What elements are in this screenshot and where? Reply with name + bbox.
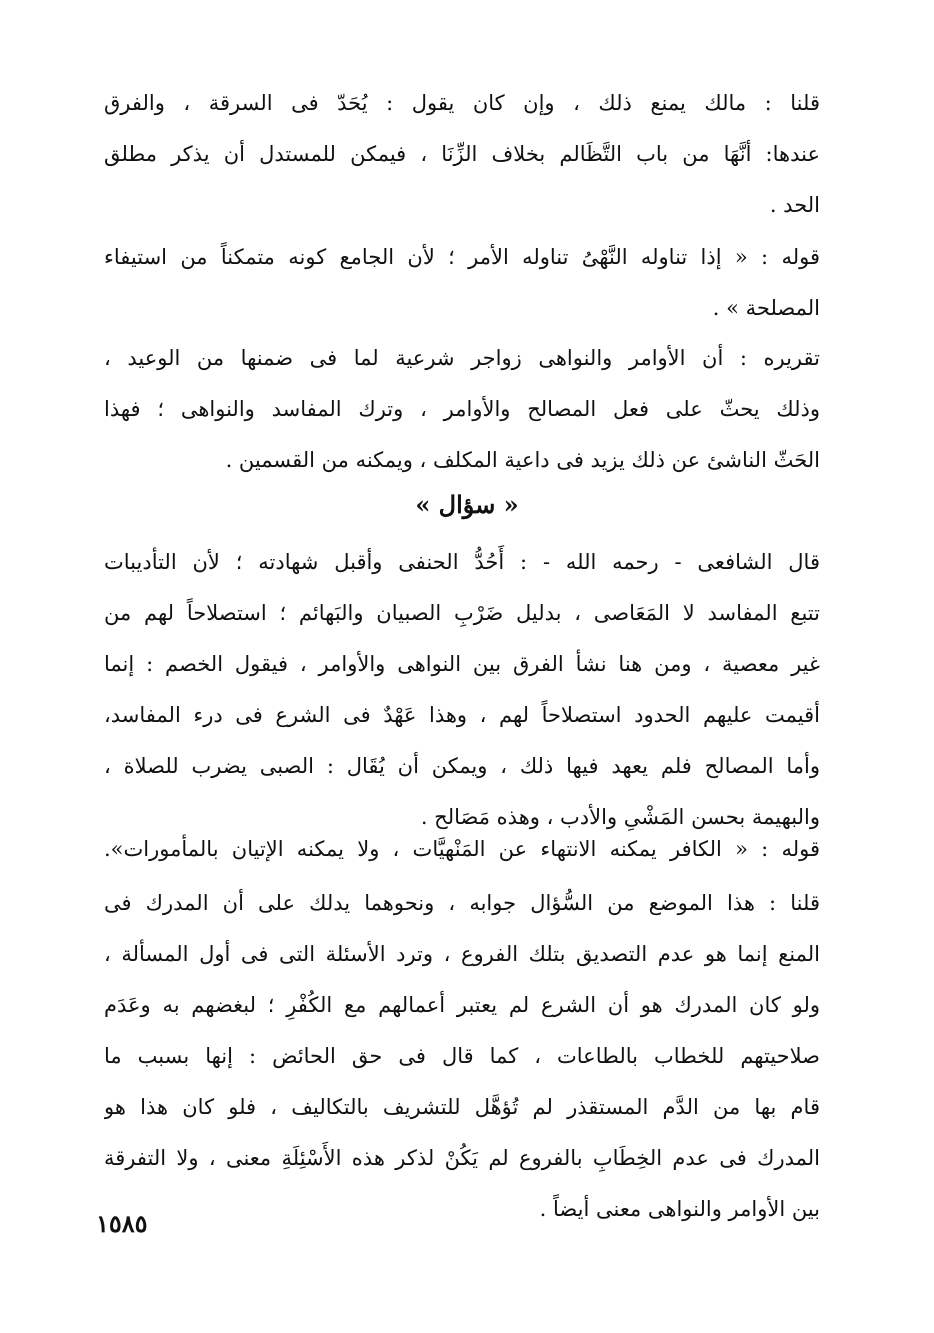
text-line: أقيمت عليهم الحدود استصلاحاً لهم ، وهذا عَهْدٌ فى الشرع فى درء المفاسد،	[104, 703, 820, 727]
paragraph-4	[104, 537, 820, 843]
text-line: قوله : « إذا تناوله النَّهْىُ تناوله الأمر ؛ لأن الجامع كونه متمكناً من استيفاء	[104, 245, 820, 269]
text-line: قوله : « الكافر يمكنه الانتهاء عن المَنْهيَّات ، ولا يمكنه الإتيان بالمأمورات».	[104, 837, 820, 861]
text-line: قال الشافعى - رحمه الله - : أَحُدُّ الحنفى وأقبل شهادته ؛ لأن التأديبات	[104, 550, 820, 574]
text-line: المنع إنما هو عدم التصديق بتلك الفروع ، وترد الأسئلة التى فى أول المسألة ،	[104, 942, 820, 966]
paragraph-6	[104, 878, 820, 1235]
text-line: الحد .	[769, 193, 820, 217]
text-line: الحَثّ الناشئ عن ذلك يزيد فى داعية المكلف ، ويمكنه من القسمين .	[225, 448, 820, 472]
paragraph-1	[104, 78, 820, 231]
section-heading: « سؤال »	[415, 490, 519, 519]
text-line: قلنا : مالك يمنع ذلك ، وإن كان يقول : يُحَدّ فى السرقة ، والفرق	[104, 91, 820, 115]
text-line: قام بها من الدَّم المستقذر لم تُؤهَّل للتشريف بالتكاليف ، فلو كان هذا هو	[104, 1095, 820, 1119]
text-line: وذلك يحثّ على فعل المصالح والأوامر ، وترك المفاسد والنواهى ؛ فهذا	[104, 397, 820, 421]
text-line: صلاحيتهم للخطاب بالطاعات ، كما قال فى حق الحائض : إنها بسبب ما	[104, 1044, 820, 1068]
text-line: عندها: أنَّهَا من باب التَّظَالم بخلاف الزِّنَا ، فيمكن للمستدل أن يذكر مطلق	[104, 142, 820, 166]
text-line: ولو كان المدرك هو أن الشرع لم يعتبر أعمالهم مع الكُفْرِ ؛ لبغضهم به وعَدَم	[104, 993, 820, 1017]
paragraph-5	[104, 824, 820, 875]
text-line: قلنا : هذا الموضع من السُّؤال جوابه ، ونحوهما يدلك على أن المدرك فى	[104, 891, 820, 915]
text-line: غير معصية ، ومن هنا نشأ الفرق بين النواهى والأوامر ، فيقول الخصم : إنما	[104, 652, 820, 676]
text-line: وأما المصالح فلم يعهد فيها ذلك ، ويمكن أن يُقَال : الصبى يضرب للصلاة ،	[104, 754, 820, 778]
text-line: تتبع المفاسد لا المَعَاصى ، بدليل ضَرْبِ الصبيان والبَهائم ؛ استصلاحاً لهم من	[104, 601, 820, 625]
paragraph-3	[104, 333, 820, 486]
text-line: بين الأوامر والنواهى معنى أيضاً .	[539, 1197, 820, 1221]
paragraph-2	[104, 232, 820, 334]
text-line: المدرك فى عدم الخِطَابِ بالفروع لم يَكُنْ لذكر هذه الأَسْئِلَةِ معنى ، ولا التفرقة	[104, 1146, 820, 1170]
text-line: تقريره : أن الأوامر والنواهى زواجر شرعية لما فى ضمنها من الوعيد ،	[104, 346, 820, 370]
text-line: والبهيمة بحسن المَشْىِ والأدب ، وهذه مَصَالح .	[420, 805, 820, 829]
text-line: المصلحة » .	[712, 296, 820, 320]
page-number: ١٥٨٥	[96, 1209, 148, 1238]
